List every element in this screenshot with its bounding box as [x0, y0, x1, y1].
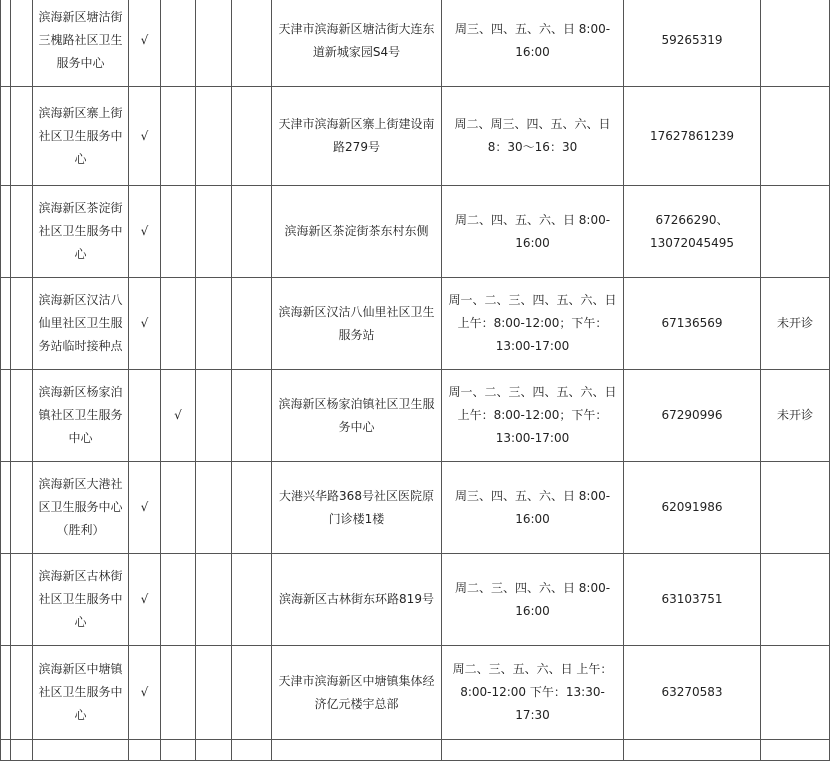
row-index-cell — [11, 740, 33, 761]
row-margin-cell — [1, 646, 11, 740]
check-cell-4 — [232, 186, 272, 278]
site-name-cell: 滨海新区古林街社区卫生服务中心 — [33, 554, 129, 646]
address-cell: 滨海新区汉沽八仙里社区卫生服务站 — [272, 278, 442, 370]
phone-cell: 59265319 — [624, 0, 761, 87]
address-cell: 天津市滨海新区寨上街建设南路279号 — [272, 87, 442, 186]
phone-cell: 17627861239 — [624, 87, 761, 186]
check-cell-2 — [161, 740, 196, 761]
site-name-cell: 滨海新区塘沽街三槐路社区卫生服务中心 — [33, 0, 129, 87]
check-cell-2 — [161, 0, 196, 87]
row-index-cell — [11, 186, 33, 278]
hours-cell: 周三、四、五、六、日 8:00-16:00 — [442, 462, 624, 554]
check-cell-4 — [232, 0, 272, 87]
hours-cell — [442, 740, 624, 761]
check-cell-4 — [232, 370, 272, 462]
note-cell: 未开诊 — [761, 278, 830, 370]
row-index-cell — [11, 462, 33, 554]
check-cell-3 — [196, 646, 232, 740]
check-cell-1: √ — [129, 646, 161, 740]
check-cell-1: √ — [129, 554, 161, 646]
site-name-cell: 滨海新区中塘镇社区卫生服务中心 — [33, 646, 129, 740]
row-margin-cell — [1, 278, 11, 370]
table-body — [1, 0, 830, 761]
table-row — [1, 370, 830, 462]
note-cell — [761, 740, 830, 761]
phone-cell: 67266290、13072045495 — [624, 186, 761, 278]
site-name-cell — [33, 740, 129, 761]
note-cell — [761, 0, 830, 87]
hours-cell: 周二、三、四、六、日 8:00-16:00 — [442, 554, 624, 646]
table-row — [1, 646, 830, 740]
check-cell-2 — [161, 554, 196, 646]
phone-cell: 67136569 — [624, 278, 761, 370]
row-index-cell — [11, 278, 33, 370]
check-cell-2 — [161, 278, 196, 370]
check-cell-3 — [196, 740, 232, 761]
address-cell: 大港兴华路368号社区医院原门诊楼1楼 — [272, 462, 442, 554]
hours-cell: 周一、二、三、四、五、六、日 上午：8:00-12:00；下午：13:00-17:00 — [442, 278, 624, 370]
note-cell — [761, 554, 830, 646]
hours-cell: 周二、四、五、六、日 8:00-16:00 — [442, 186, 624, 278]
check-cell-2 — [161, 462, 196, 554]
row-margin-cell — [1, 554, 11, 646]
note-cell — [761, 186, 830, 278]
check-cell-4 — [232, 278, 272, 370]
table-row — [1, 462, 830, 554]
table-row — [1, 0, 830, 87]
check-cell-1 — [129, 740, 161, 761]
note-cell — [761, 462, 830, 554]
check-cell-1: √ — [129, 186, 161, 278]
note-cell — [761, 87, 830, 186]
table-row — [1, 87, 830, 186]
table-row — [1, 278, 830, 370]
address-cell: 天津市滨海新区中塘镇集体经济亿元楼宇总部 — [272, 646, 442, 740]
hours-cell: 周一、二、三、四、五、六、日 上午：8:00-12:00；下午：13:00-17:00 — [442, 370, 624, 462]
row-index-cell — [11, 0, 33, 87]
check-cell-4 — [232, 462, 272, 554]
check-cell-3 — [196, 87, 232, 186]
row-margin-cell — [1, 87, 11, 186]
check-cell-3 — [196, 370, 232, 462]
phone-cell: 63103751 — [624, 554, 761, 646]
phone-cell: 67290996 — [624, 370, 761, 462]
row-index-cell — [11, 646, 33, 740]
hours-cell: 周二、三、五、六、日 上午：8:00-12:00 下午：13:30-17:30 — [442, 646, 624, 740]
row-margin-cell — [1, 186, 11, 278]
check-cell-2 — [161, 646, 196, 740]
row-margin-cell — [1, 0, 11, 87]
row-index-cell — [11, 370, 33, 462]
check-cell-1: √ — [129, 87, 161, 186]
hours-cell: 周二、周三、四、五、六、日 8：30～16：30 — [442, 87, 624, 186]
check-cell-1: √ — [129, 0, 161, 87]
check-cell-1: √ — [129, 278, 161, 370]
row-margin-cell — [1, 462, 11, 554]
table-row — [1, 554, 830, 646]
check-cell-3 — [196, 554, 232, 646]
check-cell-3 — [196, 186, 232, 278]
address-cell: 天津市滨海新区塘沽街大连东道新城家园S4号 — [272, 0, 442, 87]
row-margin-cell — [1, 370, 11, 462]
check-cell-3 — [196, 462, 232, 554]
phone-cell: 62091986 — [624, 462, 761, 554]
row-margin-cell — [1, 740, 11, 761]
hours-cell: 周三、四、五、六、日 8:00-16:00 — [442, 0, 624, 87]
table-row — [1, 740, 830, 761]
phone-cell: 63270583 — [624, 646, 761, 740]
note-cell — [761, 646, 830, 740]
check-cell-1 — [129, 370, 161, 462]
phone-cell — [624, 740, 761, 761]
row-index-cell — [11, 554, 33, 646]
site-name-cell: 滨海新区大港社区卫生服务中心（胜利） — [33, 462, 129, 554]
note-cell: 未开诊 — [761, 370, 830, 462]
address-cell: 滨海新区古林街东环路819号 — [272, 554, 442, 646]
check-cell-2: √ — [161, 370, 196, 462]
check-cell-2 — [161, 186, 196, 278]
check-cell-3 — [196, 0, 232, 87]
site-name-cell: 滨海新区杨家泊镇社区卫生服务中心 — [33, 370, 129, 462]
site-name-cell: 滨海新区茶淀街社区卫生服务中心 — [33, 186, 129, 278]
site-name-cell: 滨海新区寨上街社区卫生服务中心 — [33, 87, 129, 186]
address-cell: 滨海新区杨家泊镇社区卫生服务中心 — [272, 370, 442, 462]
check-cell-4 — [232, 554, 272, 646]
table-row — [1, 186, 830, 278]
check-cell-3 — [196, 278, 232, 370]
check-cell-4 — [232, 646, 272, 740]
check-cell-4 — [232, 87, 272, 186]
address-cell — [272, 740, 442, 761]
row-index-cell — [11, 87, 33, 186]
address-cell: 滨海新区茶淀街茶东村东侧 — [272, 186, 442, 278]
check-cell-4 — [232, 740, 272, 761]
check-cell-2 — [161, 87, 196, 186]
site-name-cell: 滨海新区汉沽八仙里社区卫生服务站临时接种点 — [33, 278, 129, 370]
check-cell-1: √ — [129, 462, 161, 554]
